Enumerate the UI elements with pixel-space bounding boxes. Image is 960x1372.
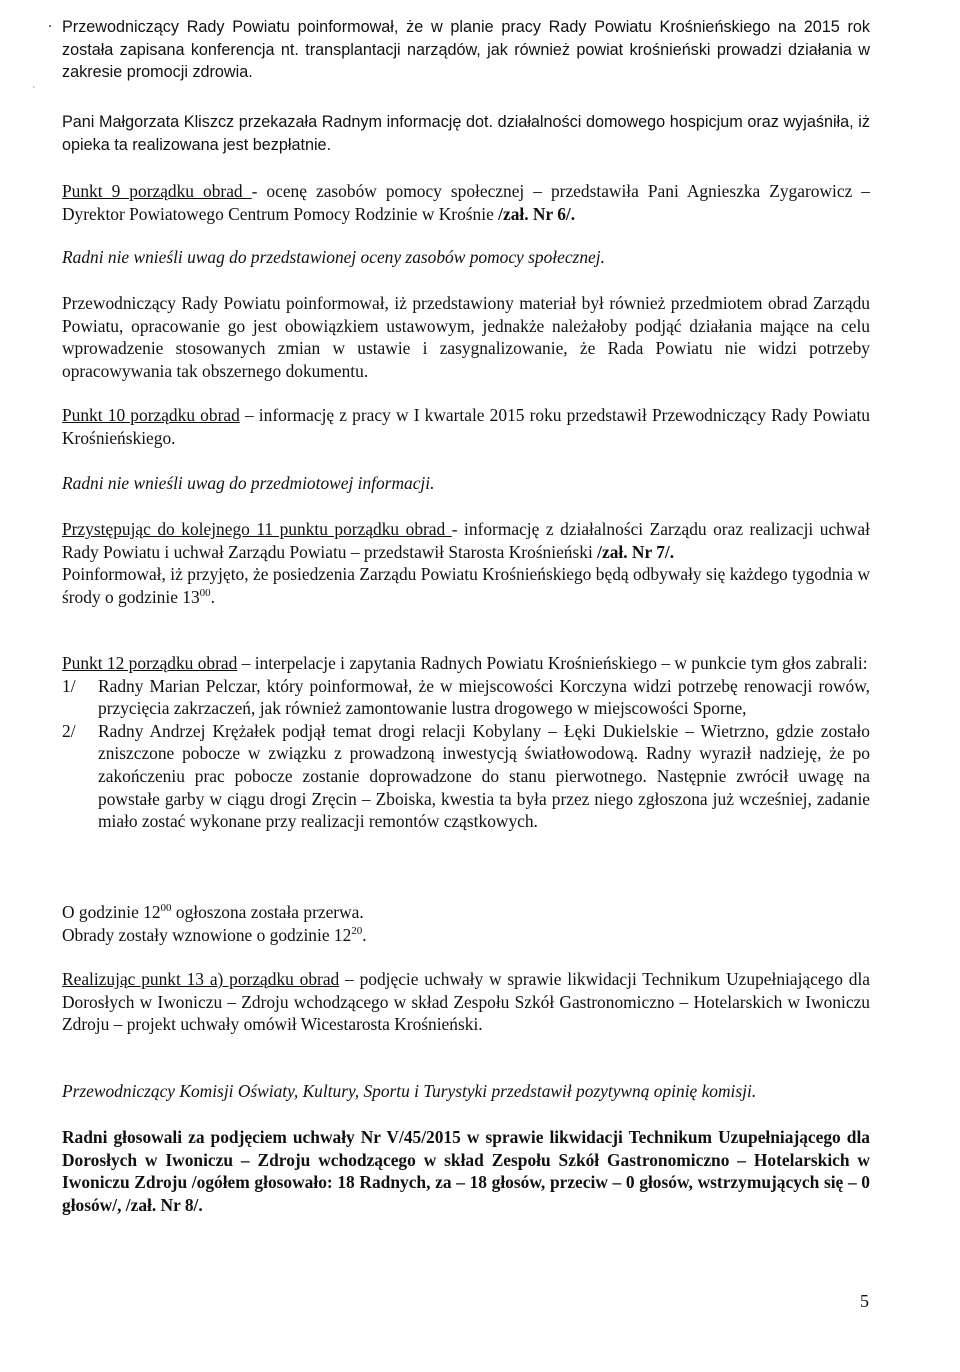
list-item [62, 675, 870, 720]
paragraph-point-12 [62, 652, 870, 833]
break-hour-sup: 00 [160, 902, 172, 915]
resume-text-end: . [362, 924, 367, 945]
point-12-heading: Punkt 12 porządku obrad [62, 653, 238, 673]
paragraph-point-10 [62, 404, 870, 449]
break-line [62, 901, 870, 924]
point-9-heading: Punkt 9 porządku obrad [62, 181, 252, 201]
page-number: 5 [860, 1291, 869, 1311]
list-item [62, 720, 870, 833]
paragraph-point-9 [62, 180, 870, 225]
resume-line [62, 924, 870, 947]
point-11-heading: Przystępując do kolejnego 11 punktu porządku obrad [62, 519, 452, 539]
paragraph-chairman-material: Przewodniczący Rady Powiatu poinformował, iż przedstawiony materiał był również przedmiotem obrad Zarządu Powiatu, opracowanie go jest obowiązkiem ustawowym, jednakże należałoby podjąć działania mające na celu wprowadzenie stosowanych zmian w ustawie i zasygnalizowanie, że Rada Powiatu nie widzi potrzeby opracowywania tak obszernego dokumentu. [62, 293, 870, 381]
attachment-ref-7: /zał. Nr 7/. [597, 541, 675, 562]
paragraph-hospice-info: Pani Małgorzata Kliszcz przekazała Radnym informację dot. działalności domowego hospicjum oraz wyjaśniła, iż opieka ta realizowana jest bezpłatnie. [62, 113, 870, 154]
paragraph-voting-result: Radni głosowali za podjęciem uchwały Nr V/45/2015 w sprawie likwidacji Technikum Uzupełniającego dla Dorosłych w Iwoniczu – Zdroju wchodzącego w skład Zespołu Szkół Gastronomiczno – Hotelarskich w Iwoniczu Zdroju /ogółem głosowało: 18 Radnych, za – 18 głosów, przeciw – 0 głosów, wstrzymujących się – 0 głosów/, /zał. Nr 8/. [62, 1127, 870, 1215]
list-item-text: Radny Andrzej Krężałek podjął temat drogi relacji Kobylany – Łęki Dukielskie – Wietrzno, gdzie zostało zniszczone pobocze w związku z prowadzoną inwestycją światłowodową. Radny wyraził nadzieję, że po zakończeniu prac pobocze zostanie doprowadzone do stanu pierwotnego. Następnie zwrócił uwagę na powstałe garby w ciągu drogi Zręcin – Zboiska, kwestia ta była przez niego zgłoszona już wcześniej, zadanie miało zostać wykonane przy realizacji remontów cząstkowych. [98, 720, 870, 832]
paragraph-no-remarks-assessment: Radni nie wnieśli uwag do przedstawionej oceny zasobów pomocy społecznej. [62, 247, 605, 267]
scan-tick-mark: ` [32, 86, 36, 97]
point-12-intro [62, 652, 870, 675]
list-item-number: 1/ [62, 675, 76, 696]
break-text: O godzinie 12 [62, 902, 161, 922]
paragraph-no-remarks-information: Radni nie wnieśli uwag do przedmiotowej informacji. [62, 473, 435, 493]
scan-dot-mark: . [48, 14, 52, 31]
point-10-text: – informację z pracy w I kwartale 2015 roku przedstawił Przewodniczący Rady Powiatu Krośnieńskiego. [62, 405, 870, 448]
paragraph-transplant-conference: Przewodniczący Rady Powiatu poinformował, że w planie pracy Rady Powiatu Krośnieńskiego na 2015 rok została zapisana konferencja nt. transplantacji narządów, jak również powiat krośnieński prowadzi działania w zakresie promocji zdrowia. [62, 18, 870, 82]
list-item-text: Radny Marian Pelczar, który poinformował, że w miejscowości Korczyna widzi potrzebę renowacji rowów, przycięcia zakrzaczeń, jak również zamontowanie lustra drogowego w miejscowości Sporne, [98, 675, 870, 719]
paragraph-committee-opinion: Przewodniczący Komisji Oświaty, Kultury, Sportu i Turystyki przedstawił pozytywną opinię komisji. [62, 1081, 757, 1101]
attachment-ref-6: /zał. Nr 6/. [498, 203, 576, 224]
point-13a-heading: Realizując punkt 13 a) porządku obrad [62, 969, 340, 989]
resume-text: Obrady zostały wznowione o godzinie 12 [62, 924, 352, 945]
board-meetings-end: . [210, 586, 216, 607]
meeting-hour-sup: 00 [199, 586, 211, 599]
point-11-text: - informację z działalności Zarządu oraz realizacji uchwał Rady Powiatu i uchwał Zarządu Powiatu – przedstawił Starosta Krośnieński [62, 519, 870, 562]
paragraph-break-times [62, 901, 870, 946]
point-13a-text: – podjęcie uchwały w sprawie likwidacji Technikum Uzupełniającego dla Dorosłych w Iwoniczu – Zdroju wchodzącego w skład Zespołu Szkół Gastronomiczno – Hotelarskich w Iwoniczu Zdroju – projekt uchwały omówił Wicestarosta Krośnieński. [62, 969, 870, 1035]
point-9-text: - ocenę zasobów pomocy społecznej – przedstawiła Pani Agnieszka Zygarowicz – Dyrektor Powiatowego Centrum Pomocy Rodzinie w Krośnie [62, 181, 870, 224]
list-item-number: 2/ [62, 720, 76, 741]
point-10-heading: Punkt 10 porządku obrad [62, 405, 240, 425]
paragraph-point-11 [62, 518, 870, 608]
point-12-text: – interpelacje i zapytania Radnych Powiatu Krośnieńskiego – w punkcie tym głos zabrali: [237, 653, 868, 673]
board-meetings-text: Poinformował, iż przyjęto, że posiedzenia Zarządu Powiatu Krośnieńskiego będą odbywały się każdego tygodnia w środy o godzinie 13 [62, 564, 870, 607]
break-text-end: ogłoszona została przerwa. [171, 902, 364, 922]
paragraph-point-13a [62, 968, 870, 1036]
resume-hour-sup: 20 [351, 924, 363, 937]
